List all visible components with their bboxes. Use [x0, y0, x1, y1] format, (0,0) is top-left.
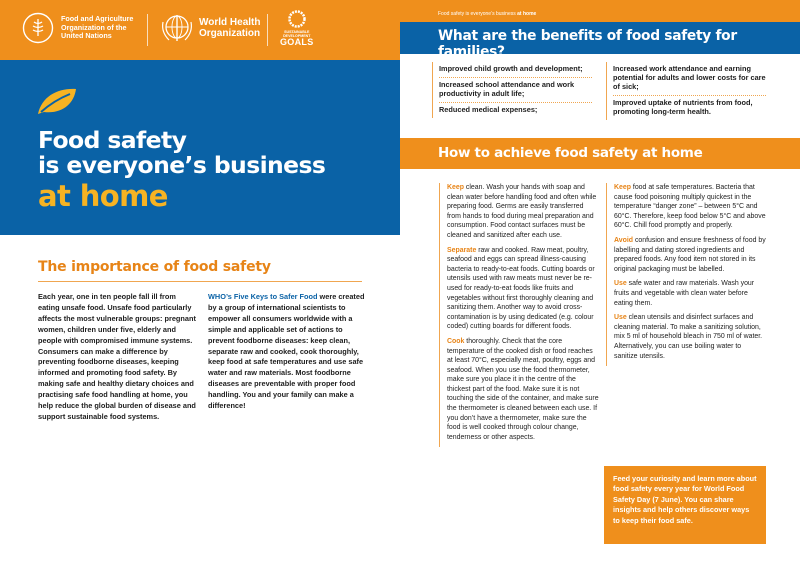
- key-word: Use: [614, 280, 627, 288]
- promo-text-end: . You can share insights and help others discover ways to keep their food safe.: [613, 494, 750, 525]
- benefits-list-right: [606, 62, 766, 120]
- key-text: confusion and ensure freshness of food by labelling and dating stored ingredients and prepared foods. Any food item not stored in its original packaging must be labelled.: [614, 236, 766, 273]
- five-keys-link[interactable]: WHO’s Five Keys to Safer Food: [208, 292, 318, 301]
- key-text: clean utensils and disinfect surfaces and cleaning material. To make a sanitizing solution, mix 5 ml of household bleach in 750 ml of water. Alternatively, you can use boiling water to sanitize utensils.: [614, 314, 763, 360]
- key-paragraph: [614, 279, 766, 308]
- benefits-heading: What are the benefits of food safety for families?: [438, 28, 737, 60]
- key-text: safe water and raw materials. Wash your fruits and vegetable with clean water before eating them.: [614, 280, 755, 307]
- key-word: Keep: [447, 184, 464, 191]
- list-item: Improved uptake of nutrients from food, promoting long-term health.: [613, 98, 753, 116]
- fao-logo: [22, 12, 153, 44]
- key-word: Avoid: [614, 236, 634, 244]
- who-emblem-icon: [160, 12, 194, 44]
- logo-divider: [147, 14, 148, 46]
- key-word: Separate: [447, 246, 477, 254]
- key-paragraph: [614, 313, 766, 361]
- promo-date: (7 June): [650, 494, 681, 504]
- who-name-line1: World Health: [199, 17, 261, 28]
- sdg-logo: [280, 10, 314, 47]
- keys-column-right: [606, 183, 766, 366]
- key-paragraph: [447, 246, 599, 332]
- fao-name-line3: United Nations: [61, 31, 112, 41]
- running-head-text: Food safety is everyone’s business: [438, 11, 518, 17]
- hero-banner: [0, 60, 400, 235]
- sdg-wheel-icon: [288, 10, 306, 28]
- key-text: thoroughly. Check that the core temperature of the cooked dish or food reaches at least 70°C, especially meat, poultry, eggs and seafood. When you use the food thermometer, make sure you place it in the centre of the thickest part of the food. Make sure it is not touching the side of the container, and make sure the thermometer is cleaned between each use. If you don’t have a thermometer, make sure the food is well cooked through colour change, tenderness or other aspects.: [447, 337, 599, 441]
- importance-text: Each year, one in ten people fall ill from eating unsafe food. Unsafe food particularly affects the most vulnerable groups: pregnant women, children under five, elderly and people with compromised immune systems. Consumers can make a difference by preventing foodborne diseases, keeping informed and promoting food safety. By making safe and healthy dietary choices and practising safe food handling at home, you help reduce the global burden of disease and support sustainable food systems.: [38, 292, 196, 421]
- achieve-band: [400, 138, 800, 169]
- running-head-bold: at home: [517, 11, 537, 17]
- page-title: [38, 128, 325, 213]
- list-item: Increased school attendance and work productivity in adult life;: [439, 78, 592, 103]
- list-item: Increased work attendance and earning potential for adults and lower costs for care of sick;: [613, 62, 766, 96]
- running-head: [438, 11, 536, 17]
- title-line1: Food safety: [38, 126, 187, 154]
- title-highlight: at home: [38, 179, 168, 213]
- key-paragraph: [447, 183, 599, 241]
- fao-emblem-icon: [22, 12, 54, 44]
- logo-header: [0, 0, 400, 60]
- five-keys-body: were created by a group of international scientists to empower all consumers worldwide with a simple and applicable set of actions to prevent foodborne diseases: keep clean, separate raw and cooked, cook thoroughly, keep food at safe temperatures and use safe water and raw materials. Most foodborne diseases are preventable with proper food handling. You and your family can make a difference!: [208, 292, 365, 411]
- five-keys-text: [208, 292, 368, 412]
- keys-column-left: [439, 183, 599, 447]
- key-word: Keep: [614, 184, 631, 191]
- key-paragraph: [447, 337, 599, 443]
- world-food-safety-day: World Food Safety Day: [613, 484, 745, 504]
- sdg-small-line1: SUSTAINABLE: [284, 30, 310, 34]
- divider: [38, 281, 362, 282]
- fao-name-line1: Food and Agriculture: [61, 14, 134, 24]
- who-logo: [160, 12, 260, 44]
- key-word: Cook: [447, 337, 465, 345]
- promo-text: Feed your curiosity and learn more about food safety every year for: [613, 474, 757, 494]
- key-word: Use: [614, 314, 627, 322]
- key-paragraph: [614, 236, 766, 274]
- achieve-heading: How to achieve food safety at home: [438, 145, 703, 161]
- sdg-goals-text: GOALS: [280, 37, 314, 48]
- list-item: Reduced medical expenses;: [439, 105, 538, 114]
- sdg-small-line2: DEVELOPMENT: [283, 34, 311, 39]
- key-text: raw and cooked. Raw meat, poultry, seafood and eggs can spread illness-causing bacteria to ready-to-eat foods. Cutting boards or utensils used with raw meats must never be re-used for ready-to-eat foods like fruits and vegetables without first thoroughly cleaning and sanitizing them. Another way to avoid cross-contamination is by using dedicated (e.g. colour coded) cutting boards for different foods.: [447, 246, 595, 331]
- benefits-band: [400, 22, 800, 60]
- title-line2: is everyone’s business: [38, 151, 326, 179]
- fao-name-line2: Organization of the: [61, 22, 127, 32]
- who-name-line2: Organization: [199, 28, 261, 39]
- list-item: Improved child growth and development;: [439, 62, 592, 78]
- importance-heading: The importance of food safety: [38, 259, 271, 275]
- logo-divider: [267, 14, 268, 46]
- leaf-icon: [36, 86, 78, 116]
- key-text: clean. Wash your hands with soap and clean water before handling food and often while preparing food. Germs are easily transferred from hands to food during meal preparation and consumption. Food contact surfaces must be cleaned and sanitized after each use.: [447, 184, 597, 239]
- key-paragraph: [614, 183, 766, 231]
- key-text: food at safe temperatures. Bacteria that cause food poisoning multiply quickest in the temperature “danger zone” – between 5°C and 60°C. Therefore, keep food below 5°C and above 60°C. Chill food promptly and properly.: [614, 184, 766, 230]
- benefits-list-left: [432, 62, 592, 118]
- food-safety-day-callout: [604, 466, 766, 544]
